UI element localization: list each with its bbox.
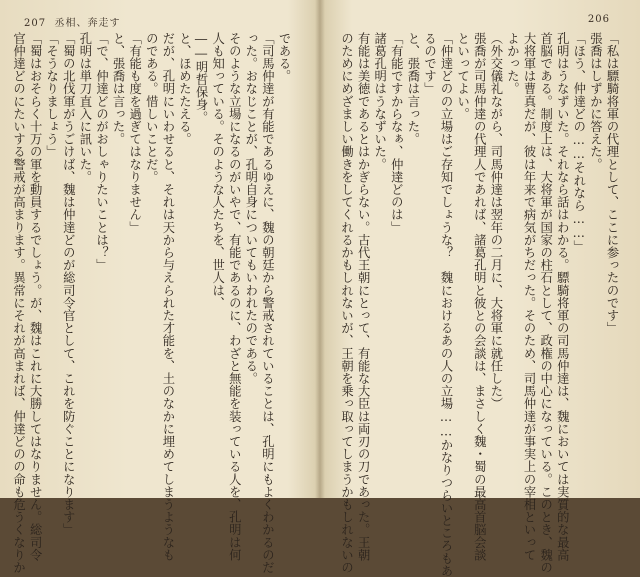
text-line: 「ほう、仲達どの……それなら……」 [571,32,586,253]
text-line: 官仲達どのにたいする警戒が高まります。異常にそれが高まれば、仲達どのの命も危うくなりか [11,32,26,574]
book-gutter [315,0,325,498]
text-line: 張喬が司馬仲達の代理人であれば、諸葛孔明と彼との会談は、まさしく魏・蜀の最高首脳会談 [472,32,487,562]
text-line: である。 [277,32,291,83]
text-line: 有能は美徳であるとはかぎらない。古代王朝にとって、有能な大臣は両刃の刀であった。王朝 [356,32,371,562]
text-line: のためにめざましい働きをしてくれるかもしれないが、王朝を乗っ取ってしまうかもしれないの [339,32,354,574]
text-line: 「司馬仲達が有能であるゆえに、魏の朝廷から警戒されていることは、孔明にもよくわかるのだ [260,32,275,574]
left-running-title: 丞相、奔走す [54,18,121,29]
text-line: 「有能ですからなぁ、仲達どのは」 [389,32,404,234]
text-line: 首脳である。制度上は、大将軍が国家の柱石として、政権の中心になっている。このとき、魏の [538,32,553,574]
text-line: よかった。 [505,32,520,95]
text-line: るのです」 [422,32,437,95]
text-line: 張喬はしずかに答えた。 [588,32,603,171]
text-line: 「蜀の北伐軍がうごけば、魏は仲達どのが総司令官として、これを防ぐことになります」 [61,32,76,536]
left-page-text [11,32,292,574]
text-line: 「有能も度を過ぎてはなりません」 [127,32,142,234]
right-page-header [588,14,610,25]
text-line: と、張喬は言った。 [111,32,126,146]
text-line: そのような立場になるのがいやで、有能であるのに、わざと無能を装っている人を、孔明は何 [227,32,242,562]
text-line: だが、孔明にいわせると、それは天から与えられた才能を、土のなかに埋めてしまうようなも [160,32,175,562]
text-line: 「で、仲達どのがおしゃりたいことは？」 [94,32,109,272]
text-line: 「私は驃騎将軍の代理として、ここに参ったのです」 [605,32,619,335]
text-line: 諸葛孔明はうなずいた。 [372,32,387,171]
text-line: 「仲達どのの立場はご存知でしょうな？ 魏におけるあの人の立場……かなりつらいところもあ [439,32,454,577]
text-line: 「蜀はおそらく十万の軍を動員するでしょう。が、魏はこれに大勝してはなりません。総司令 [28,32,43,562]
right-page-text [338,32,620,577]
text-line: のである。惜しいことだ。 [144,32,159,184]
text-line: 孔明はうなずいた。それなら話はわかる。驃騎将軍の司馬仲達は、魏においては実質的な最高 [555,32,570,562]
text-line: と、ほめたたえる。 [177,32,192,146]
text-line: と、張喬は言った。 [405,32,420,146]
text-line: （外交儀礼ながら、司馬仲達は翌年の二月に、大将軍に就任した） [488,32,503,410]
right-page-number: 206 [587,14,610,25]
text-line: といってよい。 [455,32,470,121]
text-line: 孔明は単刀直入に訊いた。 [77,32,92,184]
left-page-header [24,14,120,29]
text-line: 人も知っている。そのような人たちを、世人は、 [210,32,225,310]
text-line: 大将軍は曹真だが、彼は年来で病気がちだった。そのため、司馬仲達が事実上の宰相といって [522,32,537,562]
text-line: ――明哲保身。 [194,32,209,124]
text-line: った。おなじことが、孔明自身についてもいわれたのである。 [243,32,258,385]
text-line: 「そうなりましょう」 [44,32,59,158]
left-page-number: 207 [24,18,47,29]
